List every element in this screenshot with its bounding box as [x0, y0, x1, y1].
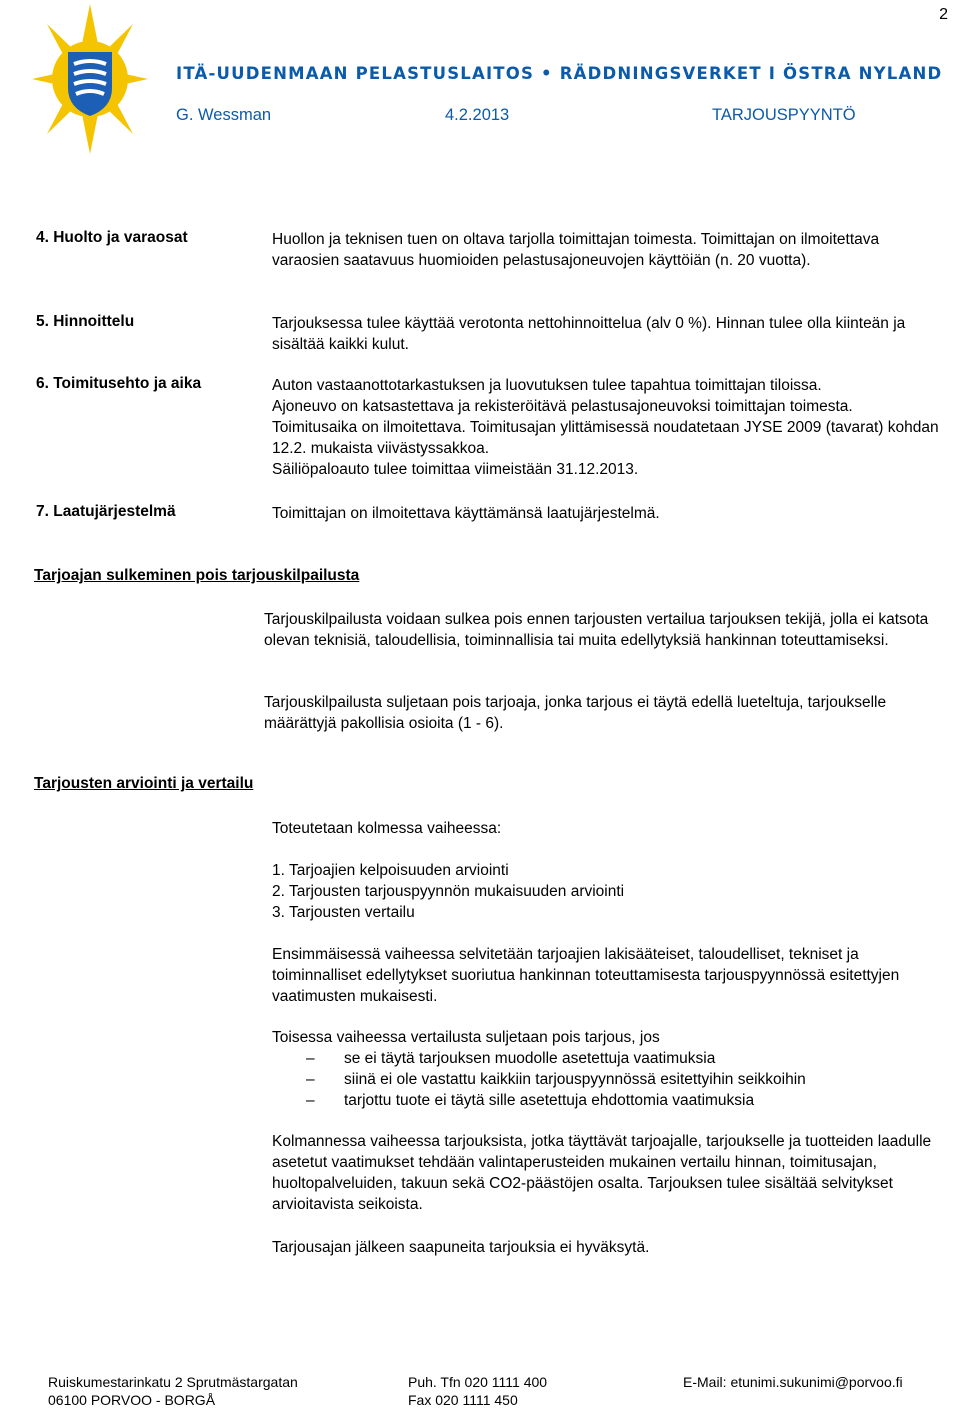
- evaluation-third-phase: Kolmannessa vaiheessa tarjouksista, jotka täyttävät tarjoajalle, tarjoukselle ja tuotteiden laadulle asetetut vaatimukset tehdään valintaperusteiden mukainen vertailu hinnan, toimitusajan, huoltopalveluiden, takuun sekä CO2-päästöjen osalta. Tarjouksen tulee sisältää selvitykset arvioitavista seikoista.: [272, 1133, 932, 1213]
- evaluation-late-offers: Tarjousajan jälkeen saapuneita tarjouksia ei hyväksytä.: [272, 1239, 650, 1256]
- exclusion-paragraph-2: Tarjouskilpailusta suljetaan pois tarjoaja, jonka tarjous ei täytä edellä lueteltuja, tarjoukselle määrättyjä pakollisia osioita (1 - 6).: [264, 694, 887, 732]
- evaluation-step: 1. Tarjoajien kelpoisuuden arviointi: [272, 862, 509, 879]
- bullet-item: [272, 1048, 944, 1069]
- bullet-text: siinä ei ole vastattu kaikkiin tarjouspyynnössä esitettyihin seikkoihin: [344, 1071, 806, 1088]
- evaluation-steps: [272, 860, 932, 923]
- section-7-text: Toimittajan on ilmoitettava käyttämänsä laatujärjestelmä.: [272, 505, 660, 522]
- bullet-text: se ei täytä tarjouksen muodolle asetettuja vaatimuksia: [344, 1050, 716, 1067]
- footer-phone: Puh. Tfn 020 1111 400: [408, 1374, 548, 1390]
- section-4-text: Huollon ja teknisen tuen on oltava tarjolla toimittajan toimesta. Toimittajan on ilmoitettava varaosien saatavuus huomioiden pelastusajoneuvojen käyttöiän (n. 20 vuotta).: [272, 231, 880, 269]
- section-5-label: 5. Hinnoittelu: [36, 313, 135, 330]
- dash-icon: –: [306, 1071, 315, 1088]
- organization-name: ITÄ-UUDENMAAN PELASTUSLAITOS • RÄDDNINGSVERKET I ÖSTRA NYLAND: [176, 64, 943, 83]
- bullet-text: tarjottu tuote ei täytä sille asetettuja ehdottomia vaatimuksia: [344, 1092, 755, 1109]
- rescue-service-star-emblem-icon: [32, 4, 148, 154]
- evaluation-second-intro: Toisessa vaiheessa vertailusta suljetaan pois tarjous, jos: [272, 1029, 660, 1046]
- section-6-text: [272, 375, 952, 480]
- page-number: 2: [939, 6, 948, 23]
- section-4-label: 4. Huolto ja varaosat: [36, 229, 188, 246]
- section-6-line: Toimitusaika on ilmoitettava. Toimitusajan ylittämisessä noudatetaan JYSE 2009 (tavarat) kohdan 12.2. mukaista viivästyssakkoa.: [272, 419, 939, 457]
- header-date: 4.2.2013: [445, 106, 510, 124]
- footer-email: E-Mail: etunimi.sukunimi@porvoo.fi: [683, 1374, 903, 1390]
- evaluation-intro: Toteutetaan kolmessa vaiheessa:: [272, 820, 502, 837]
- footer-contact: [408, 1373, 547, 1409]
- section-6-label: 6. Toimitusehto ja aika: [36, 375, 202, 392]
- header-author: G. Wessman: [176, 106, 272, 124]
- dash-icon: –: [306, 1092, 315, 1109]
- section-7-label: 7. Laatujärjestelmä: [36, 503, 176, 520]
- evaluation-second-phase: [272, 1027, 944, 1111]
- evaluation-step: 3. Tarjousten vertailu: [272, 904, 415, 921]
- header-document-type: TARJOUSPYYNTÖ: [712, 106, 856, 124]
- evaluation-heading: Tarjousten arviointi ja vertailu: [34, 775, 254, 792]
- footer-address-line-1: Ruiskumestarinkatu 2 Sprutmästargatan: [48, 1374, 298, 1390]
- section-5-text: Tarjouksessa tulee käyttää verotonta nettohinnoittelua (alv 0 %). Hinnan tulee olla kiinteän ja sisältää kaikki kulut.: [272, 315, 906, 353]
- bullet-item: [272, 1090, 944, 1111]
- bullet-item: [272, 1069, 944, 1090]
- footer-address-line-2: 06100 PORVOO - BORGÅ: [48, 1392, 216, 1408]
- exclusion-heading: Tarjoajan sulkeminen pois tarjouskilpailusta: [34, 567, 360, 584]
- evaluation-step: 2. Tarjousten tarjouspyynnön mukaisuuden arviointi: [272, 883, 625, 900]
- section-6-line: Auton vastaanottotarkastuksen ja luovutuksen tulee tapahtua toimittajan tiloissa.: [272, 377, 822, 394]
- evaluation-first-phase: Ensimmäisessä vaiheessa selvitetään tarjoajien lakisääteiset, taloudelliset, tekniset ja toiminnalliset edellytykset suoriutua hankinnan toteuttamisesta tarjouspyynnössä esitettyjen vaatimusten mukaisesti.: [272, 946, 900, 1005]
- footer-fax: Fax 020 1111 450: [408, 1392, 518, 1408]
- section-6-line: Säiliöpaloauto tulee toimittaa viimeistään 31.12.2013.: [272, 461, 639, 478]
- exclusion-paragraph-1: Tarjouskilpailusta voidaan sulkea pois ennen tarjousten vertailua tarjouksen tekijä, jolla ei katsota olevan teknisiä, taloudellisia, toiminnallisia tai muita edellytyksiä hankinnan toteuttamiseksi.: [264, 611, 929, 649]
- section-6-line: Ajoneuvo on katsastettava ja rekisteröitävä pelastusajoneuvoksi toimittajan toimesta.: [272, 398, 853, 415]
- footer-address: [48, 1373, 298, 1409]
- dash-icon: –: [306, 1050, 315, 1067]
